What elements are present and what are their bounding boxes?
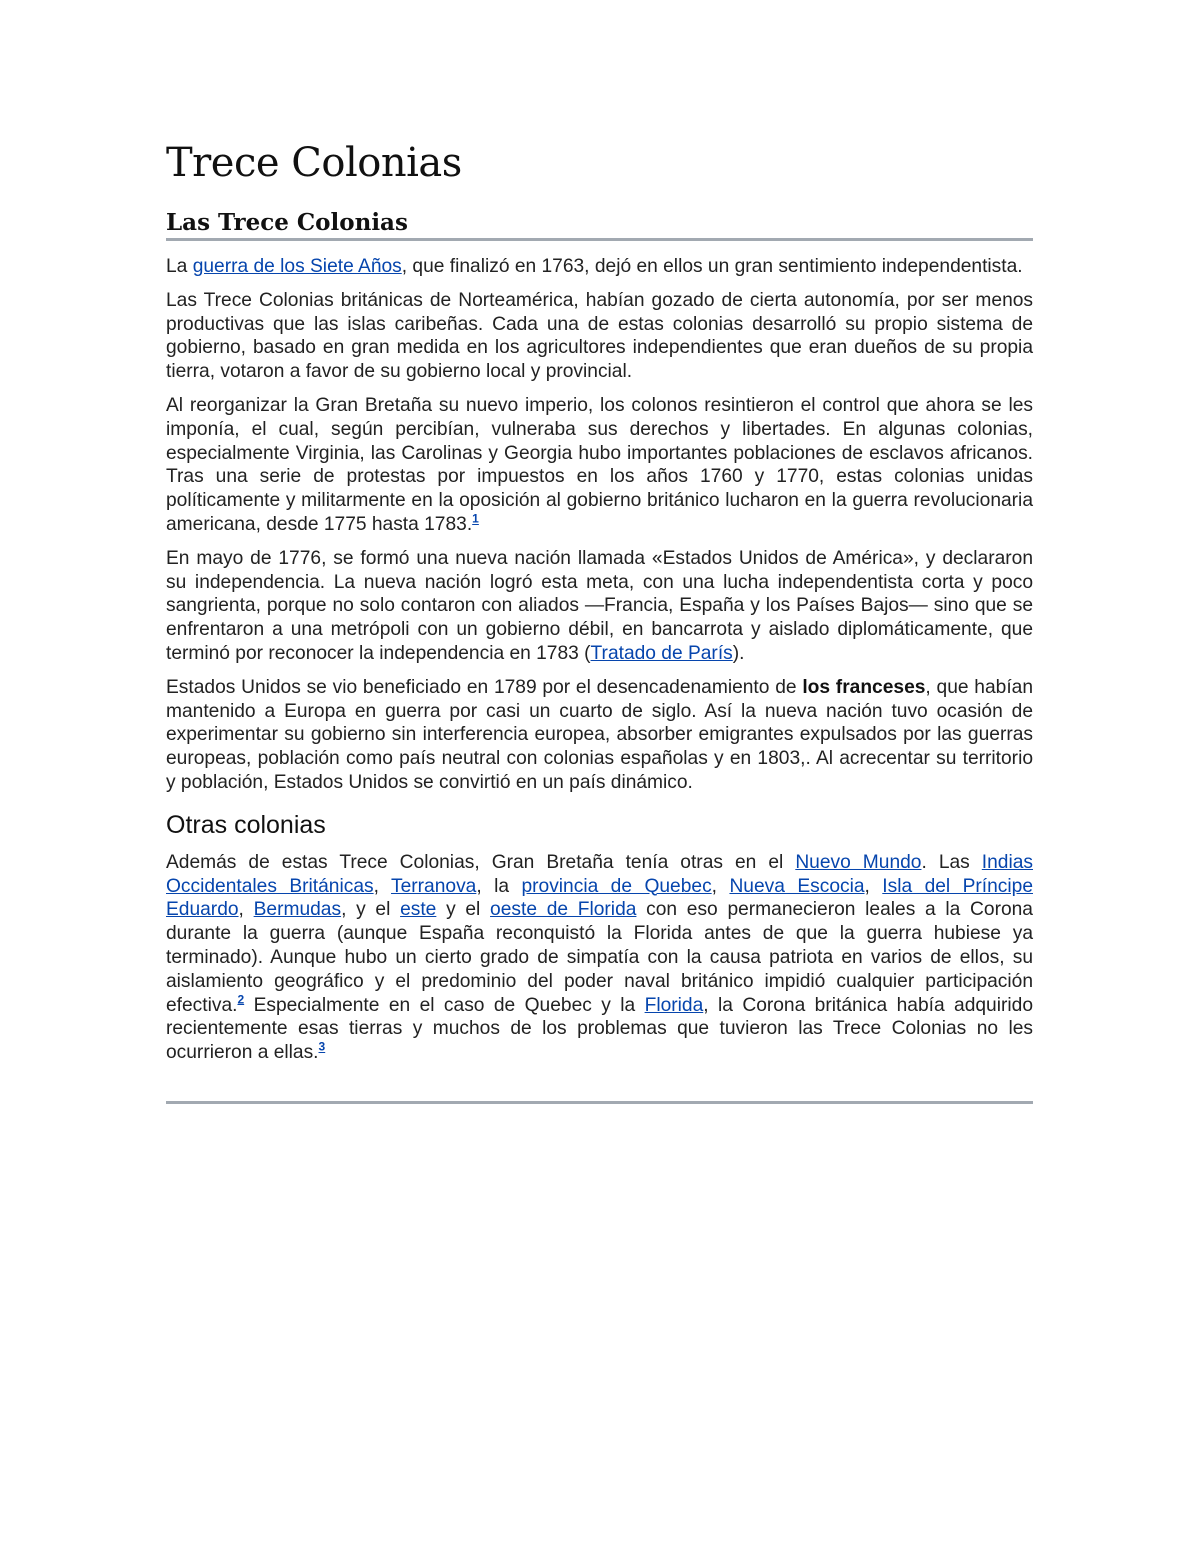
text-span: , y el [341, 899, 401, 921]
text-span: Además de estas Trece Colonias, Gran Bretaña tenía otras en el [166, 851, 796, 873]
paragraph-1 [166, 255, 1033, 279]
text-span: En mayo de 1776, se formó una nueva nación llamada «Estados Unidos de América», y declararon su independencia. La nueva nación logró esta meta, con una lucha independentista corta y poco sangrienta, porque no solo contaron con aliados —Francia, España y los Países Bajos— sino que se enfrentaron a una metrópoli con un gobierno débil, en bancarrota y aislado diplomáticamente, que terminó por reconocer la independencia en 1783 ( [166, 547, 1033, 664]
text-span: , la Corona británica había adquirido recientemente esas tierras y muchos de los problemas que tuvieron las Trece Colonias no les ocurrieron a ellas. [166, 994, 1033, 1064]
footnote-ref-1[interactable] [472, 512, 479, 526]
link-oeste-de-florida[interactable]: oeste de Florida [490, 899, 637, 921]
link-terranova[interactable]: Terranova [391, 875, 477, 897]
text-span: y el [436, 899, 491, 921]
paragraph-3 [166, 394, 1033, 537]
bold-term: los franceses [802, 676, 926, 698]
link-tratado-de-paris[interactable]: Tratado de París [590, 642, 733, 664]
link-florida[interactable]: Florida [644, 994, 704, 1016]
text-span: Estados Unidos se vio beneficiado en 1789 por el desencadenamiento de [166, 676, 803, 698]
heading-underline [166, 238, 1033, 241]
paragraph-2: Las Trece Colonias británicas de Norteamérica, habían gozado de cierta autonomía, por ser menos productivas que las islas caribeñas. Cada una de estas colonias desarrolló su propio sistema de gobierno, basado en gran medida en los agricultores independientes que eran dueños de su propia tierra, votaron a favor de su gobierno local y provincial. [166, 289, 1033, 383]
link-nueva-escocia[interactable]: Nueva Escocia [729, 875, 865, 897]
link-provincia-de-quebec[interactable]: provincia de Quebec [521, 875, 712, 897]
link-este[interactable]: este [400, 899, 437, 921]
text-span: , la [476, 875, 522, 897]
text-span: , [711, 875, 730, 897]
bottom-divider [166, 1101, 1033, 1104]
paragraph-4 [166, 547, 1033, 666]
footnote-ref-3[interactable] [319, 1040, 326, 1054]
text-span: con eso permanecieron leales a la Corona durante la guerra (aunque España reconquistó la Florida antes de que la guerra hubiese ya terminado). Aunque hubo un cierto grado de simpatía con la causa patriota en varios de ellos, su aislamiento geográfico y el predominio del poder naval británico impidió cualquier participación efectiva. [166, 899, 1033, 1016]
footnote-link[interactable]: 3 [318, 1039, 326, 1054]
paragraph-otras-colonias [166, 851, 1033, 1065]
text-span: , que habían mantenido a Europa en guerra por casi un cuarto de siglo. Así la nueva nación tuvo ocasión de experimentar su gobierno sin interferencia europea, absorber emigrantes expulsados por las guerras europeas, población como país neutral con colonias españolas y en 1803,. Al acrecentar su territorio y población, Estados Unidos se convirtió en un país dinámico. [166, 676, 1033, 793]
link-bermudas[interactable]: Bermudas [253, 899, 342, 921]
document-content [166, 138, 1033, 1104]
text-span: , [373, 875, 392, 897]
link-isla-principe-eduardo[interactable]: Isla del Príncipe Eduardo [166, 875, 1033, 921]
page-title: Trece Colonias [166, 140, 462, 186]
text-span: , [238, 899, 254, 921]
link-nuevo-mundo[interactable]: Nuevo Mundo [795, 851, 922, 873]
section-heading-trece-colonias: Las Trece Colonias [166, 209, 408, 236]
link-indias-occidentales[interactable]: Indias Occidentales Británicas [166, 851, 1033, 897]
paragraph-5 [166, 676, 1033, 795]
footnote-link[interactable]: 2 [237, 992, 245, 1007]
text-span: Al reorganizar la Gran Bretaña su nuevo imperio, los colonos resintieron el control que ahora se les imponía, el cual, según percibían, vulneraba sus derechos y libertades. En algunas colonias, especialmente Virginia, las Carolinas y Georgia hubo importantes poblaciones de esclavos africanos. Tras una serie de protestas por impuestos en los años 1760 y 1770, estas colonias unidas políticamente y militarmente en la oposición al gobierno británico lucharon en la guerra revolucionaria americana, desde 1775 hasta 1783. [166, 394, 1033, 535]
text-span: La [166, 256, 193, 277]
footnote-link[interactable]: 1 [472, 511, 479, 526]
text-span: . Las [921, 851, 982, 873]
text-span: Especialmente en el caso de Quebec y la [244, 994, 645, 1016]
text-span: ). [732, 642, 745, 664]
text-span: , [864, 875, 883, 897]
text-span: , que finalizó en 1763, dejó en ellos un gran sentimiento independentista. [401, 256, 1023, 277]
section-heading-otras-colonias: Otras colonias [166, 810, 326, 839]
link-guerra-siete-anos[interactable]: guerra de los Siete Años [192, 256, 402, 277]
